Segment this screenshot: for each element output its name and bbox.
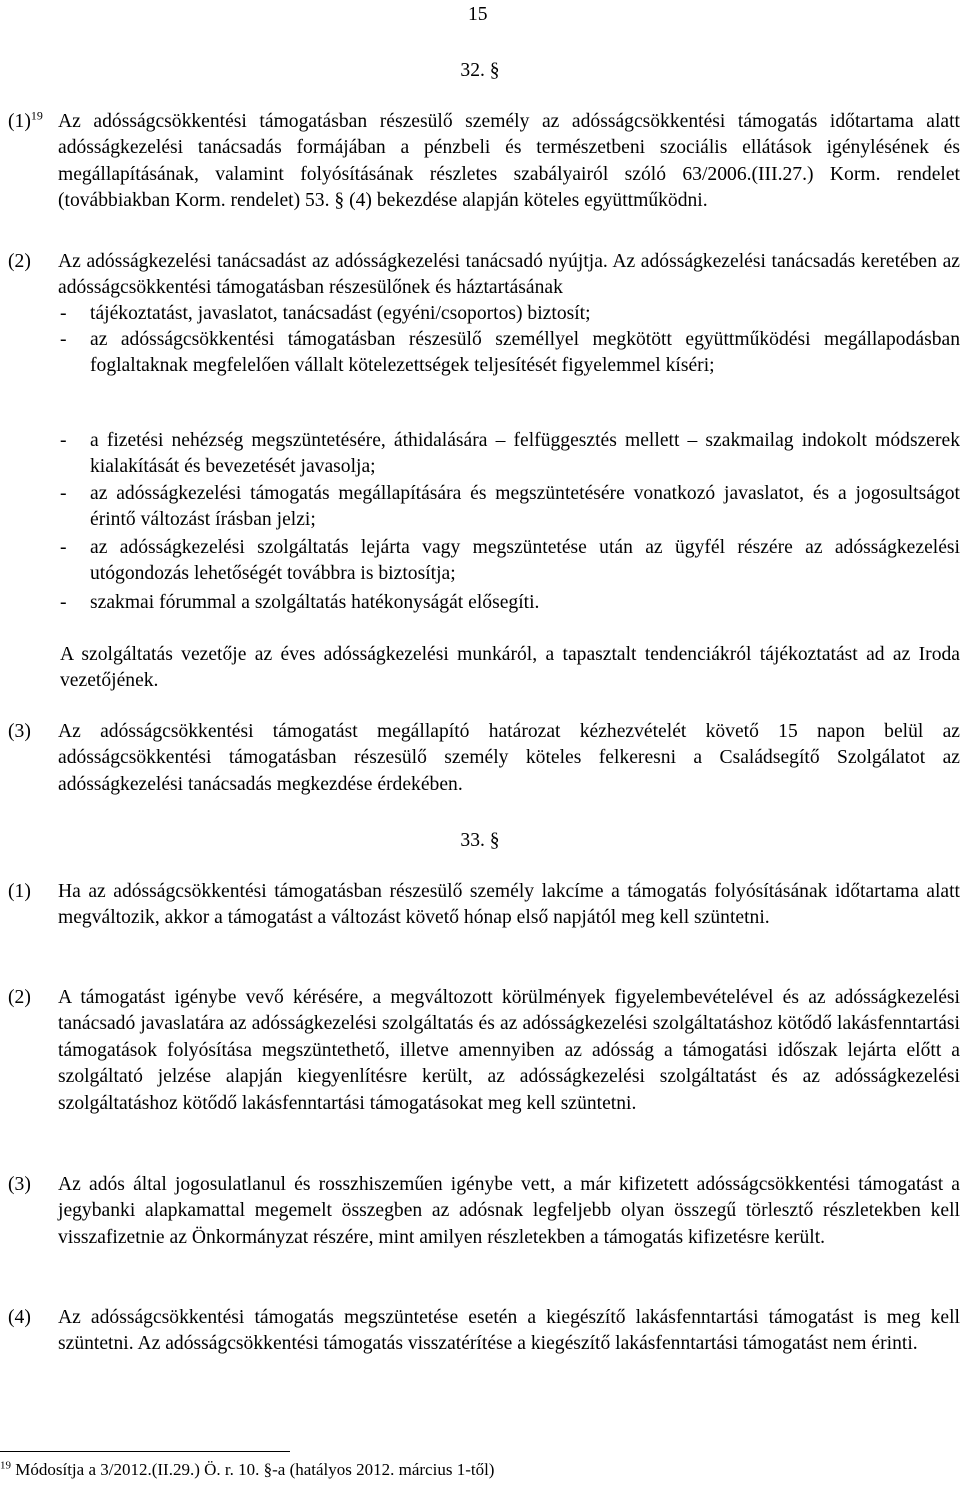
list-item: - az adósságcsökkentési támogatásban részesülő személlyel megkötött együttműködési megállapodásban foglaltaknak megfelelően vállalt kötelezettségek teljesítését figyelemmel kíséri; [60,329,960,377]
paragraph-number: (4) [8,1307,31,1328]
list-item: - a fizetési nehézség megszüntetésére, áthidalására – felfüggesztés mellett – szakmailag indokolt módszerek kialakítását és bevezetését javasolja; [60,430,960,478]
paragraph-33-1 [8,879,960,932]
paragraph-text: Az adósságcsökkentési támogatás megszüntetése esetén a kiegészítő lakásfenntartási támogatást is meg kell szüntetni. Az adósságcsökkentési támogatás visszatérítése a kiegészítő lakásfenntartási támogatást nem érinti. [58,1307,960,1355]
paragraph-number: (3) [8,1174,31,1195]
paragraph-text: Az adósságcsökkentési támogatásban részesülő személy az adósságcsökkentési támogatás időtartama alatt adósságkezelési tanácsadás formájában a pénzbeli és természetbeni szociális ellátások igénylésének és megállapításának, valamint folyósításának részletes szabályairól szóló 63/2006.(III.27.) Korm. rendelet (továbbiakban Korm. rendelet) 53. § (4) bekezdése alapján köteles együttműködni. [58,111,960,212]
paragraph-33-3 [8,1172,960,1251]
paragraph-number: (2) [8,251,31,272]
paragraph-text: Az adósságkezelési tanácsadást az adósságkezelési tanácsadó nyújtja. Az adósságkezelési tanácsadás keretében az adósságcsökkentési támogatásban részesülőnek és háztartásának [58,251,960,299]
footnote-number: 19 [0,1459,11,1472]
section-heading-32: 32. § [460,60,500,81]
paragraph-number: (1) [8,111,31,132]
paragraph-number: (3) [8,721,31,742]
footnote-ref: 19 [30,108,43,123]
paragraph-number: (2) [8,987,31,1008]
footnote-text: Módosítja a 3/2012.(II.29.) Ö. r. 10. §-a (hatályos 2012. március 1-től) [15,1460,495,1479]
closing-paragraph: A szolgáltatás vezetője az éves adósságkezelési munkáról, a tapasztalt tendenciákról tájékoztatást ad az Iroda vezetőjének. [60,644,960,692]
paragraph-number: (1) [8,881,31,902]
paragraph-text: A támogatást igénybe vevő kérésére, a megváltozott körülmények figyelembevételével és az adósságkezelési tanácsadó javaslatára az adósságkezelési szolgáltatás és az adósságkezelési szolgáltatáshoz kötődő lakásfenntartási támogatások folyósítása megszüntethető, illetve amennyiben az adósság a támogatási időszak lejárta előtt a szolgáltató jelzése alapján kiegyenlítésre került, az adósságkezelési szolgáltatást és az adósságkezelési szolgáltatáshoz kötődő lakásfenntartási támogatásokat meg kell szüntetni. [58,987,960,1114]
footnote [0,1459,960,1481]
list-item: - az adósságkezelési támogatás megállapítására és megszüntetésére vonatkozó javaslatot, és a jogosultságot érintő változást írásban jelzi; [60,483,960,531]
paragraph-32-2 [8,249,960,302]
paragraph-text: Az adósságcsökkentési támogatást megállapító határozat kézhezvételét követő 15 napon belül az adósságcsökkentési támogatásban részesülő személy köteles felkeresni a Családsegítő Szolgálatot az adósságkezelési tanácsadás megkezdése érdekében. [58,721,960,795]
paragraph-32-3 [8,719,960,798]
list-item: - tájékoztatást, javaslatot, tanácsadást (egyéni/csoportos) biztosít; [60,303,591,324]
list-item: - szakmai fórummal a szolgáltatás hatékonyságát elősegíti. [60,592,540,613]
section-heading-33: 33. § [460,830,500,851]
paragraph-text: Az adós által jogosulatlanul és rosszhiszeműen igénybe vett, a már kifizetett adósságcsökkentési támogatást a jegybanki alapkamattal megemelt összegben az adósnak legfeljebb olyan összegű törlesztő részletekben kell visszafizetnie az Önkormányzat részére, mint amilyen részletekben a támogatás kifizetésre került. [58,1174,960,1248]
paragraph-33-4 [8,1305,960,1358]
paragraph-33-2 [8,985,960,1117]
footnote-divider [0,1451,290,1452]
page-number: 15 [468,4,488,25]
list-item: - az adósságkezelési szolgáltatás lejárta vagy megszüntetése után az ügyfél részére az adósságkezelési utógondozás lehetőségét továbbra is biztosítja; [60,537,960,585]
paragraph-text: Ha az adósságcsökkentési támogatásban részesülő személy lakcíme a támogatás folyósításának időtartama alatt megváltozik, akkor a támogatást a változást követő hónap első napjától meg kell szüntetni. [58,881,960,929]
paragraph-32-1 [8,109,960,215]
